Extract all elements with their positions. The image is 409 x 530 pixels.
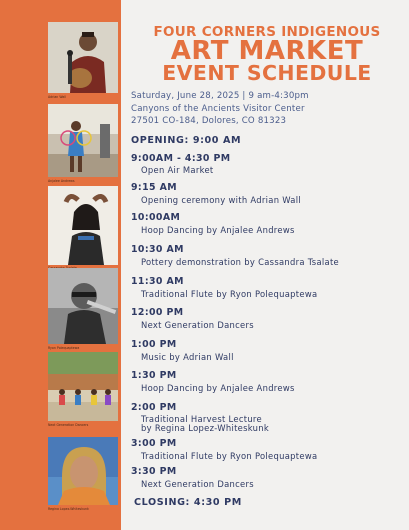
schedule-desc: Open Air Market <box>141 165 214 175</box>
schedule-desc: Music by Adrian Wall <box>141 352 234 362</box>
page-title: ART MARKET <box>170 36 364 66</box>
event-address: 27501 CO-184, Dolores, CO 81323 <box>131 116 287 126</box>
schedule-time: 10:30 AM <box>131 244 184 255</box>
hoop-dancer-photo <box>48 104 118 177</box>
schedule-desc: Hoop Dancing by Anjalee Andrews <box>141 225 295 235</box>
schedule-time: 9:15 AM <box>131 182 177 193</box>
photo-caption: Adrian Wall <box>48 95 67 99</box>
page-subtitle: EVENT SCHEDULE <box>162 61 372 85</box>
schedule-time: 10:00AM <box>131 212 181 223</box>
lecturer-photo <box>48 437 118 505</box>
photo-caption: Next Generation Dancers <box>48 423 89 427</box>
photo-caption: Ryon Polequaptewa <box>48 346 80 350</box>
schedule-time: 1:30 PM <box>131 370 177 381</box>
schedule-time: 2:00 PM <box>131 402 177 413</box>
opening-time: OPENING: 9:00 AM <box>131 135 242 146</box>
header-subtitle: FOUR CORNERS INDIGENOUS <box>153 24 381 40</box>
schedule-time: 3:30 PM <box>131 466 177 477</box>
schedule-time: 9:00AM - 4:30 PM <box>131 153 231 164</box>
flute-player-photo <box>48 268 118 344</box>
dancers-photo <box>48 352 118 421</box>
event-venue: Canyons of the Ancients Visitor Center <box>131 104 305 114</box>
potter-photo <box>48 186 118 265</box>
schedule-time: 12:00 PM <box>131 307 184 318</box>
musician-photo <box>48 22 118 93</box>
photo-caption: Anjalee Andrews <box>48 179 75 183</box>
schedule-desc: Pottery demonstration by Cassandra Tsalate <box>141 257 339 267</box>
schedule-desc: Next Generation Dancers <box>141 320 254 330</box>
photo-caption: Regina Lopez-Whiteskunk <box>48 507 89 511</box>
schedule-desc: Traditional Harvest Lecture <box>141 414 262 424</box>
schedule-time: 3:00 PM <box>131 438 177 449</box>
event-date: Saturday, June 28, 2025 | 9 am-4:30pm <box>131 91 309 101</box>
schedule-desc: Opening ceremony with Adrian Wall <box>141 195 301 205</box>
closing-time: CLOSING: 4:30 PM <box>134 497 242 508</box>
schedule-time: 1:00 PM <box>131 339 177 350</box>
schedule-desc-continued: by Regina Lopez-Whiteskunk <box>141 423 270 433</box>
schedule-desc: Traditional Flute by Ryon Polequaptewa <box>141 451 318 461</box>
schedule-desc: Traditional Flute by Ryon Polequaptewa <box>141 289 318 299</box>
schedule-desc: Next Generation Dancers <box>141 479 254 489</box>
schedule-desc: Hoop Dancing by Anjalee Andrews <box>141 383 295 393</box>
schedule-time: 11:30 AM <box>131 276 184 287</box>
